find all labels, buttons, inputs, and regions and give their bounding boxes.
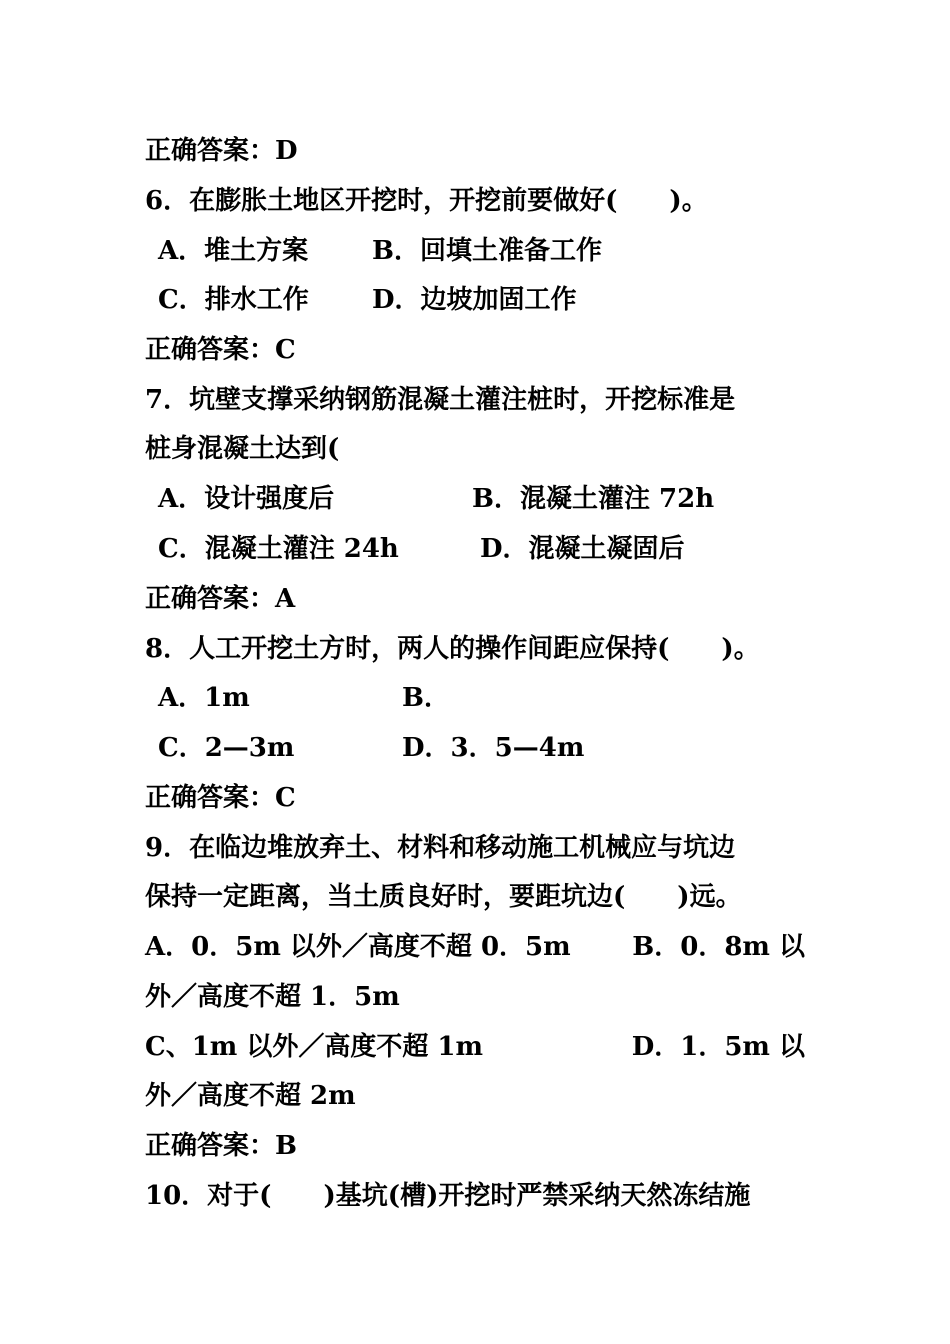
question-7-option-c: C．混凝土灌注 24h (158, 534, 399, 564)
question-9-option-c: C、1m 以外／高度不超 1m (145, 1032, 484, 1062)
question-7-line-1: 7．坑壁支撑采纳钢筋混凝土灌注桩时，开挖标准是 (145, 385, 736, 415)
answer-line-6: 正确答案：C (145, 335, 296, 365)
question-9-option-b: B．0．8m 以 (632, 932, 805, 962)
question-9-option-a: A．0．5m 以外／高度不超 0．5m (145, 932, 571, 962)
question-8-option-a: A．1m (158, 683, 250, 713)
question-9-option-b-cont: 外／高度不超 1．5m (145, 982, 400, 1012)
question-8-option-c: C．2—3m (158, 733, 295, 763)
question-7-line-2: 桩身混凝土达到( (145, 434, 340, 464)
question-9-line-1: 9．在临边堆放弃土、材料和移动施工机械应与坑边 (145, 833, 736, 863)
answer-line-7: 正确答案：A (145, 584, 296, 614)
question-9-option-d-cont: 外／高度不超 2m (145, 1081, 356, 1111)
question-8-option-d: D．3．5—4m (402, 733, 585, 763)
question-7-option-b: B．混凝土灌注 72h (472, 484, 715, 514)
question-7-option-a: A．设计强度后 (158, 484, 335, 514)
question-6-option-a: A．堆土方案 (158, 236, 309, 266)
answer-line-8: 正确答案：C (145, 783, 296, 813)
question-8: 8．人工开挖土方时，两人的操作间距应保持( )。 (145, 634, 760, 664)
answer-line-5: 正确答案：D (145, 136, 298, 166)
question-9-line-2: 保持一定距离，当土质良好时，要距坑边( )远。 (145, 882, 742, 912)
question-6: 6．在膨胀土地区开挖时，开挖前要做好( )。 (145, 186, 708, 216)
answer-line-9: 正确答案：B (145, 1131, 297, 1161)
question-7-option-d: D．混凝土凝固后 (480, 534, 685, 564)
question-6-option-b: B．回填土准备工作 (372, 236, 602, 266)
question-6-option-d: D．边坡加固工作 (372, 285, 577, 315)
question-6-option-c: C．排水工作 (158, 285, 309, 315)
question-10: 10．对于( )基坑(槽)开挖时严禁采纳天然冻结施 (145, 1181, 751, 1211)
question-9-option-d: D．1．5m 以 (631, 1032, 805, 1062)
question-8-option-b: B． (402, 683, 450, 713)
